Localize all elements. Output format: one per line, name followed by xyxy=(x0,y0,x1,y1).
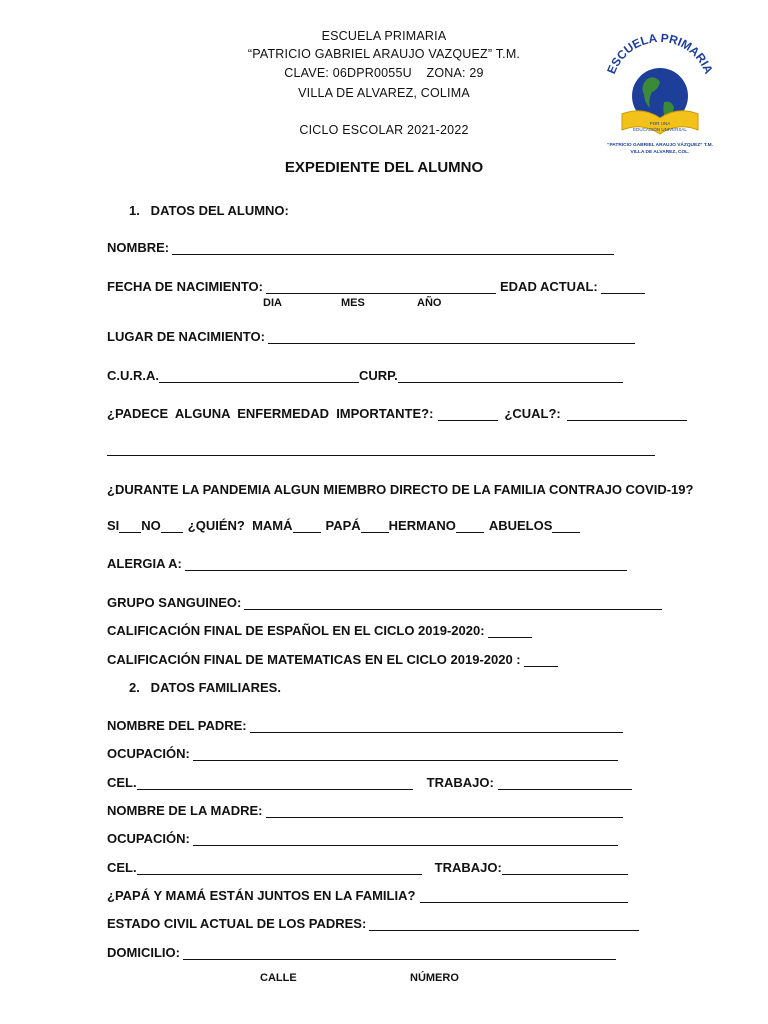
school-logo xyxy=(600,28,720,158)
logo-caption-2: VILLA DE ALVAREZ, COL. xyxy=(630,150,690,155)
juntos-label: ¿PAPÁ Y MAMÁ ESTÁN JUNTOS EN LA FAMILIA? xyxy=(107,888,416,903)
mama-field[interactable] xyxy=(293,518,321,533)
page-title: EXPEDIENTE DEL ALUMNO xyxy=(284,159,484,176)
fecha-nac-label: FECHA DE NACIMIENTO: xyxy=(107,279,263,294)
logo-book-text-2: EDUCACIÓN UNIVERSAL xyxy=(633,127,687,132)
cura-label: C.U.R.A. xyxy=(107,368,159,383)
curp-field[interactable] xyxy=(398,368,623,383)
domicilio-label: DOMICILIO: xyxy=(107,945,180,960)
nombre-label: NOMBRE: xyxy=(107,240,170,255)
row-domicilio xyxy=(107,945,616,960)
lugar-field[interactable] xyxy=(268,329,635,344)
calif-esp-label: CALIFICACIÓN FINAL DE ESPAÑOL EN EL CICLO 2019-2020: xyxy=(107,623,485,638)
alergia-field[interactable] xyxy=(185,556,627,571)
covid-question: ¿DURANTE LA PANDEMIA ALGUN MIEMBRO DIRECTO DE LA FAMILIA CONTRAJO COVID-19? xyxy=(107,482,694,497)
fecha-nac-field[interactable] xyxy=(266,279,496,294)
no-label: NO xyxy=(141,518,161,533)
calle-label: CALLE xyxy=(260,972,297,984)
row-cura-curp xyxy=(107,368,623,383)
ocupacion-madre-field[interactable] xyxy=(193,831,618,846)
ocupacion-madre-label: OCUPACIÓN: xyxy=(107,831,190,846)
madre-label: NOMBRE DE LA MADRE: xyxy=(107,803,263,818)
school-logo-graphic xyxy=(600,28,720,158)
logo-caption-1: “PATRICIO GABRIEL ARAUJO VÁZQUEZ” T.M. xyxy=(607,143,713,148)
logo-arc-text: ESCUELA PRIMARIA xyxy=(604,30,716,76)
row-juntos xyxy=(107,888,628,903)
alergia-label: ALERGIA A: xyxy=(107,556,182,571)
cel-padre-label: CEL. xyxy=(107,775,137,790)
row-ocupacion-madre xyxy=(107,831,618,846)
row-fecha xyxy=(107,279,645,294)
row-calif-esp xyxy=(107,623,532,638)
si-field[interactable] xyxy=(119,518,141,533)
numero-label: NÚMERO xyxy=(410,972,459,984)
grupo-field[interactable] xyxy=(244,595,662,610)
mes-label: MES xyxy=(341,297,365,309)
cel-padre-field[interactable] xyxy=(137,775,413,790)
row-enfermedad xyxy=(107,406,687,421)
logo-book-text-1: POR UNA xyxy=(649,121,671,126)
trabajo-padre-field[interactable] xyxy=(498,775,632,790)
cura-field[interactable] xyxy=(159,368,359,383)
school-location: VILLA DE ALVAREZ, COLIMA xyxy=(298,86,470,100)
estado-civil-field[interactable] xyxy=(369,916,639,931)
padre-field[interactable] xyxy=(250,718,623,733)
calif-mat-label: CALIFICACIÓN FINAL DE MATEMATICAS EN EL CICLO 2019-2020 : xyxy=(107,652,521,667)
si-label: SI xyxy=(107,518,120,533)
row-estado-civil xyxy=(107,916,639,931)
school-type: ESCUELA PRIMARIA xyxy=(321,29,447,43)
enfermedad-field[interactable] xyxy=(438,406,498,421)
enfermedad-extra-line[interactable] xyxy=(107,441,655,456)
madre-field[interactable] xyxy=(266,803,623,818)
trabajo-madre-field[interactable] xyxy=(502,860,628,875)
row-cel-padre xyxy=(107,775,632,790)
row-cel-madre xyxy=(107,860,628,875)
cel-madre-label: CEL. xyxy=(107,860,137,875)
anio-label: AÑO xyxy=(417,297,442,309)
juntos-field[interactable] xyxy=(420,888,628,903)
row-covid-answers xyxy=(107,518,580,533)
nombre-field[interactable] xyxy=(172,240,614,255)
school-cycle: CICLO ESCOLAR 2021-2022 xyxy=(299,123,469,137)
calif-esp-field[interactable] xyxy=(488,623,532,638)
row-calif-mat xyxy=(107,652,558,667)
abuelos-label: ABUELOS xyxy=(488,518,553,533)
abuelos-field[interactable] xyxy=(552,518,580,533)
hermano-label: HERMANO xyxy=(388,518,456,533)
domicilio-field[interactable] xyxy=(183,945,616,960)
row-grupo xyxy=(107,595,662,610)
edad-field[interactable] xyxy=(601,279,645,294)
dia-label: DIA xyxy=(263,297,282,309)
school-name: “PATRICIO GABRIEL ARAUJO VAZQUEZ” T.M. xyxy=(247,47,521,61)
quien-label: ¿QUIÉN? MAMÁ xyxy=(187,518,293,533)
curp-label: CURP. xyxy=(359,368,398,383)
row-alergia xyxy=(107,556,627,571)
cual-field[interactable] xyxy=(567,406,687,421)
row-madre xyxy=(107,803,623,818)
cual-label: ¿CUAL?: xyxy=(504,406,561,421)
padre-label: NOMBRE DEL PADRE: xyxy=(107,718,247,733)
row-lugar xyxy=(107,329,635,344)
enfermedad-label: ¿PADECE ALGUNA ENFERMEDAD IMPORTANTE?: xyxy=(107,406,434,421)
lugar-label: LUGAR DE NACIMIENTO: xyxy=(107,329,265,344)
papa-label: PAPÁ xyxy=(325,518,361,533)
estado-civil-label: ESTADO CIVIL ACTUAL DE LOS PADRES: xyxy=(107,916,367,931)
papa-field[interactable] xyxy=(361,518,389,533)
hermano-field[interactable] xyxy=(456,518,484,533)
row-nombre xyxy=(107,240,614,255)
trabajo-madre-label: TRABAJO: xyxy=(434,860,502,875)
cel-madre-field[interactable] xyxy=(137,860,422,875)
ocupacion-padre-label: OCUPACIÓN: xyxy=(107,746,190,761)
trabajo-padre-label: TRABAJO: xyxy=(426,775,494,790)
section2-heading: 2. DATOS FAMILIARES. xyxy=(129,680,281,695)
edad-label: EDAD ACTUAL: xyxy=(500,279,598,294)
row-padre xyxy=(107,718,623,733)
row-ocupacion-padre xyxy=(107,746,618,761)
calif-mat-field[interactable] xyxy=(524,652,558,667)
no-field[interactable] xyxy=(161,518,183,533)
section1-heading: 1. DATOS DEL ALUMNO: xyxy=(129,203,289,218)
ocupacion-padre-field[interactable] xyxy=(193,746,618,761)
grupo-label: GRUPO SANGUINEO: xyxy=(107,595,242,610)
clave-zona: CLAVE: 06DPR0055U ZONA: 29 xyxy=(284,66,484,80)
